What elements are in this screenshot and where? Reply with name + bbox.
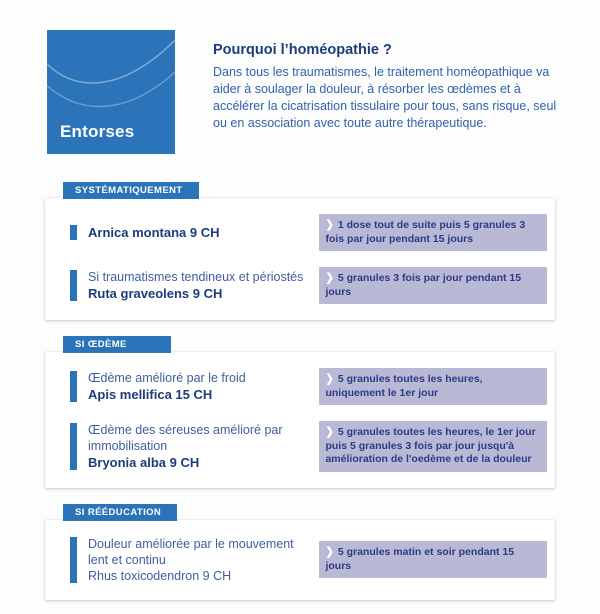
section-rows [70,214,547,304]
chevron-right-icon: ❯ [325,546,334,559]
remedy-info [70,422,319,471]
remedy-name: Bryonia alba 9 CH [88,454,200,470]
bullet-bar-icon [70,371,77,402]
entorses-logo-tile [47,30,175,154]
chevron-right-icon: ❯ [325,272,334,285]
remedy-description: Œdème amélioré par le froid [88,371,246,385]
remedy-name: Arnica montana 9 CH [88,225,220,240]
section-rows [70,368,547,472]
bullet-bar-icon [70,225,77,240]
intro-block [213,42,561,132]
remedy-row [70,421,547,472]
remedy-row [70,267,547,304]
remedy-name: Apis mellifica 15 CH [88,387,213,402]
chevron-right-icon: ❯ [325,219,334,232]
remedy-texts [88,422,313,471]
remedy-texts [88,224,219,241]
remedy-texts [88,370,246,403]
dosage-text: 5 granules toutes les heures, uniquement le 1er jour [325,373,483,399]
section-header-badge [63,336,171,353]
section-header-label: SYSTÉMATIQUEMENT [75,185,183,196]
section-card [45,352,555,488]
remedy-row [70,536,547,584]
sections-list [45,180,555,614]
bullet-bar-icon [70,537,77,583]
remedy-info [70,370,319,403]
remedy-row [70,214,547,251]
dosage-box [319,368,547,405]
section-header-badge [63,182,199,199]
section [45,180,555,320]
section-header-label: SI RÉÉDUCATION [75,506,162,518]
chevron-right-icon: ❯ [325,426,334,439]
section [45,502,555,600]
remedy-info [70,224,319,241]
remedy-description: Œdème des séreuses amélioré par immobilisation [88,422,283,453]
section-header-label: SI ŒDÈME [75,339,127,350]
dosage-box [319,267,547,304]
dosage-box [319,214,547,251]
dosage-box [319,421,547,472]
remedy-texts [88,536,313,584]
remedy-name: Ruta graveolens 9 CH [88,286,223,301]
section [45,334,555,488]
dosage-text: 1 dose tout de suite puis 5 granules 3 fois par jour pendant 15 jours [325,219,526,245]
dosage-box [319,541,547,578]
remedy-description: Si traumatismes tendineux et périostés [88,270,304,284]
dosage-text: 5 granules 3 fois par jour pendant 15 jours [325,272,522,298]
section-card [45,520,555,600]
bullet-bar-icon [70,270,77,301]
section-rows [70,536,547,584]
section-header-badge [63,504,177,521]
remedy-description: Douleur améliorée par le mouvement lent et continu [88,536,294,567]
remedy-info [70,536,319,584]
intro-body: Dans tous les traumatismes, le traitement homéopathique va aider à soulager la douleur, à résorber les œdèmes et à accélérer la cicatrisation tissulaire pour tous, sans risque, seul ou en association avec toute autre thérapeutique. [213,65,557,130]
dosage-text: 5 granules matin et soir pendant 15 jours [325,546,515,572]
remedy-name: Rhus toxicodendron 9 CH [88,568,232,583]
chevron-right-icon: ❯ [325,373,334,386]
intro-heading: Pourquoi l’homéopathie ? [213,42,392,58]
dosage-text: 5 granules toutes les heures, le 1er jour puis 5 granules 3 fois par jour jusqu'à amélioration de l'oedème et de la douleur [325,426,536,465]
remedy-texts [88,269,303,302]
section-card [45,198,555,320]
bullet-bar-icon [70,423,77,470]
remedy-row [70,368,547,405]
logo-label: Entorses [60,122,135,141]
remedy-info [70,269,319,302]
